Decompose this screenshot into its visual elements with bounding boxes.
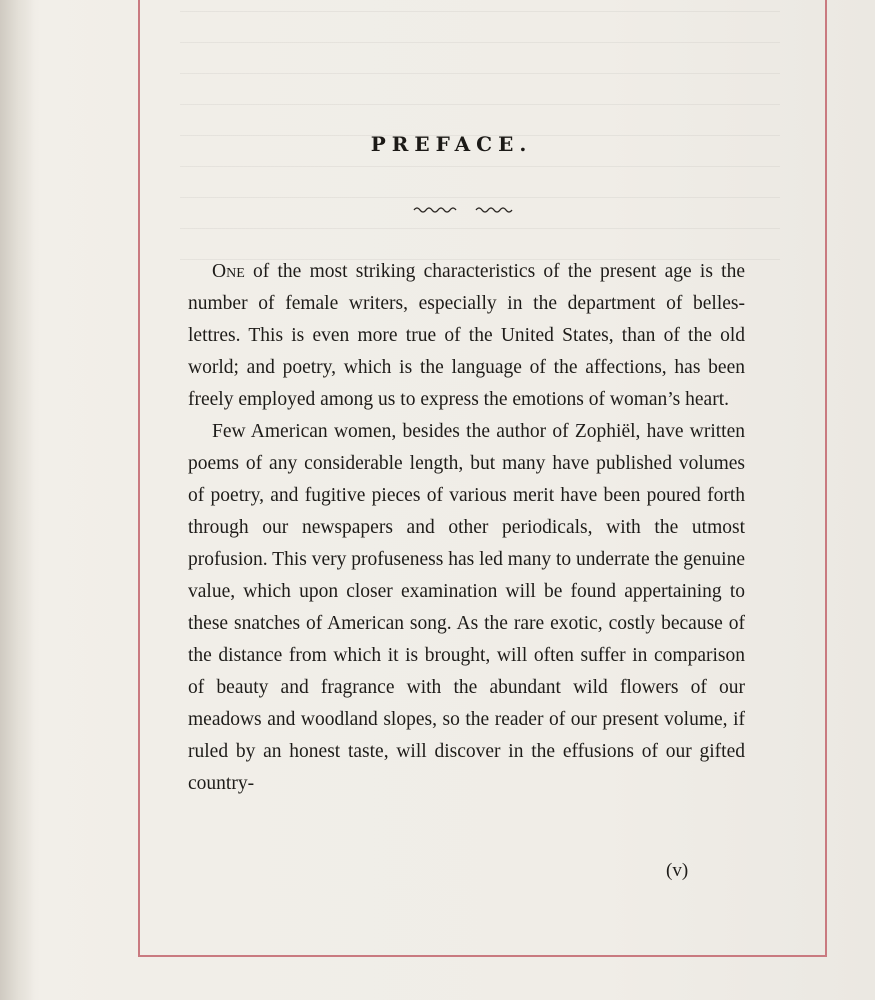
- paragraph-1-first-word: One: [212, 261, 245, 282]
- paragraph-2-text: American women, besides the author of Zophiël, have written poems of any considerable length, but many have published volumes of poetry, and fugitive pieces of various merit have been poured forth through our newspapers and other periodicals, with the utmost profusion. This very profuseness has led many to underrate the genuine value, which upon closer examination will be found appertaining to these snatches of American song. As the rare exotic, costly because of the distance from which it is brought, will often suffer in comparison of beauty and fragrance with the abundant wild flowers of our meadows and woodland slopes, so the reader of our present volume, if ruled by an honest taste, will discover in the effusions of our gifted country-: [188, 421, 745, 794]
- paragraph-1: [188, 256, 745, 416]
- ornament-rule-icon: [412, 204, 520, 216]
- preface-body: [188, 256, 745, 800]
- paragraph-1-text: of the most striking characteristics of the present age is the number of female writers, especially in the department of belles-lettres. This is even more true of the United States, than of the old world; and poetry, which is the language of the affections, has been freely employed among us to express the emotions of woman’s heart.: [188, 261, 745, 410]
- paragraph-2: [188, 416, 745, 800]
- paragraph-2-first-word: Few: [212, 421, 246, 442]
- page-number: (v): [666, 860, 689, 881]
- page-title: PREFACE.: [370, 132, 533, 156]
